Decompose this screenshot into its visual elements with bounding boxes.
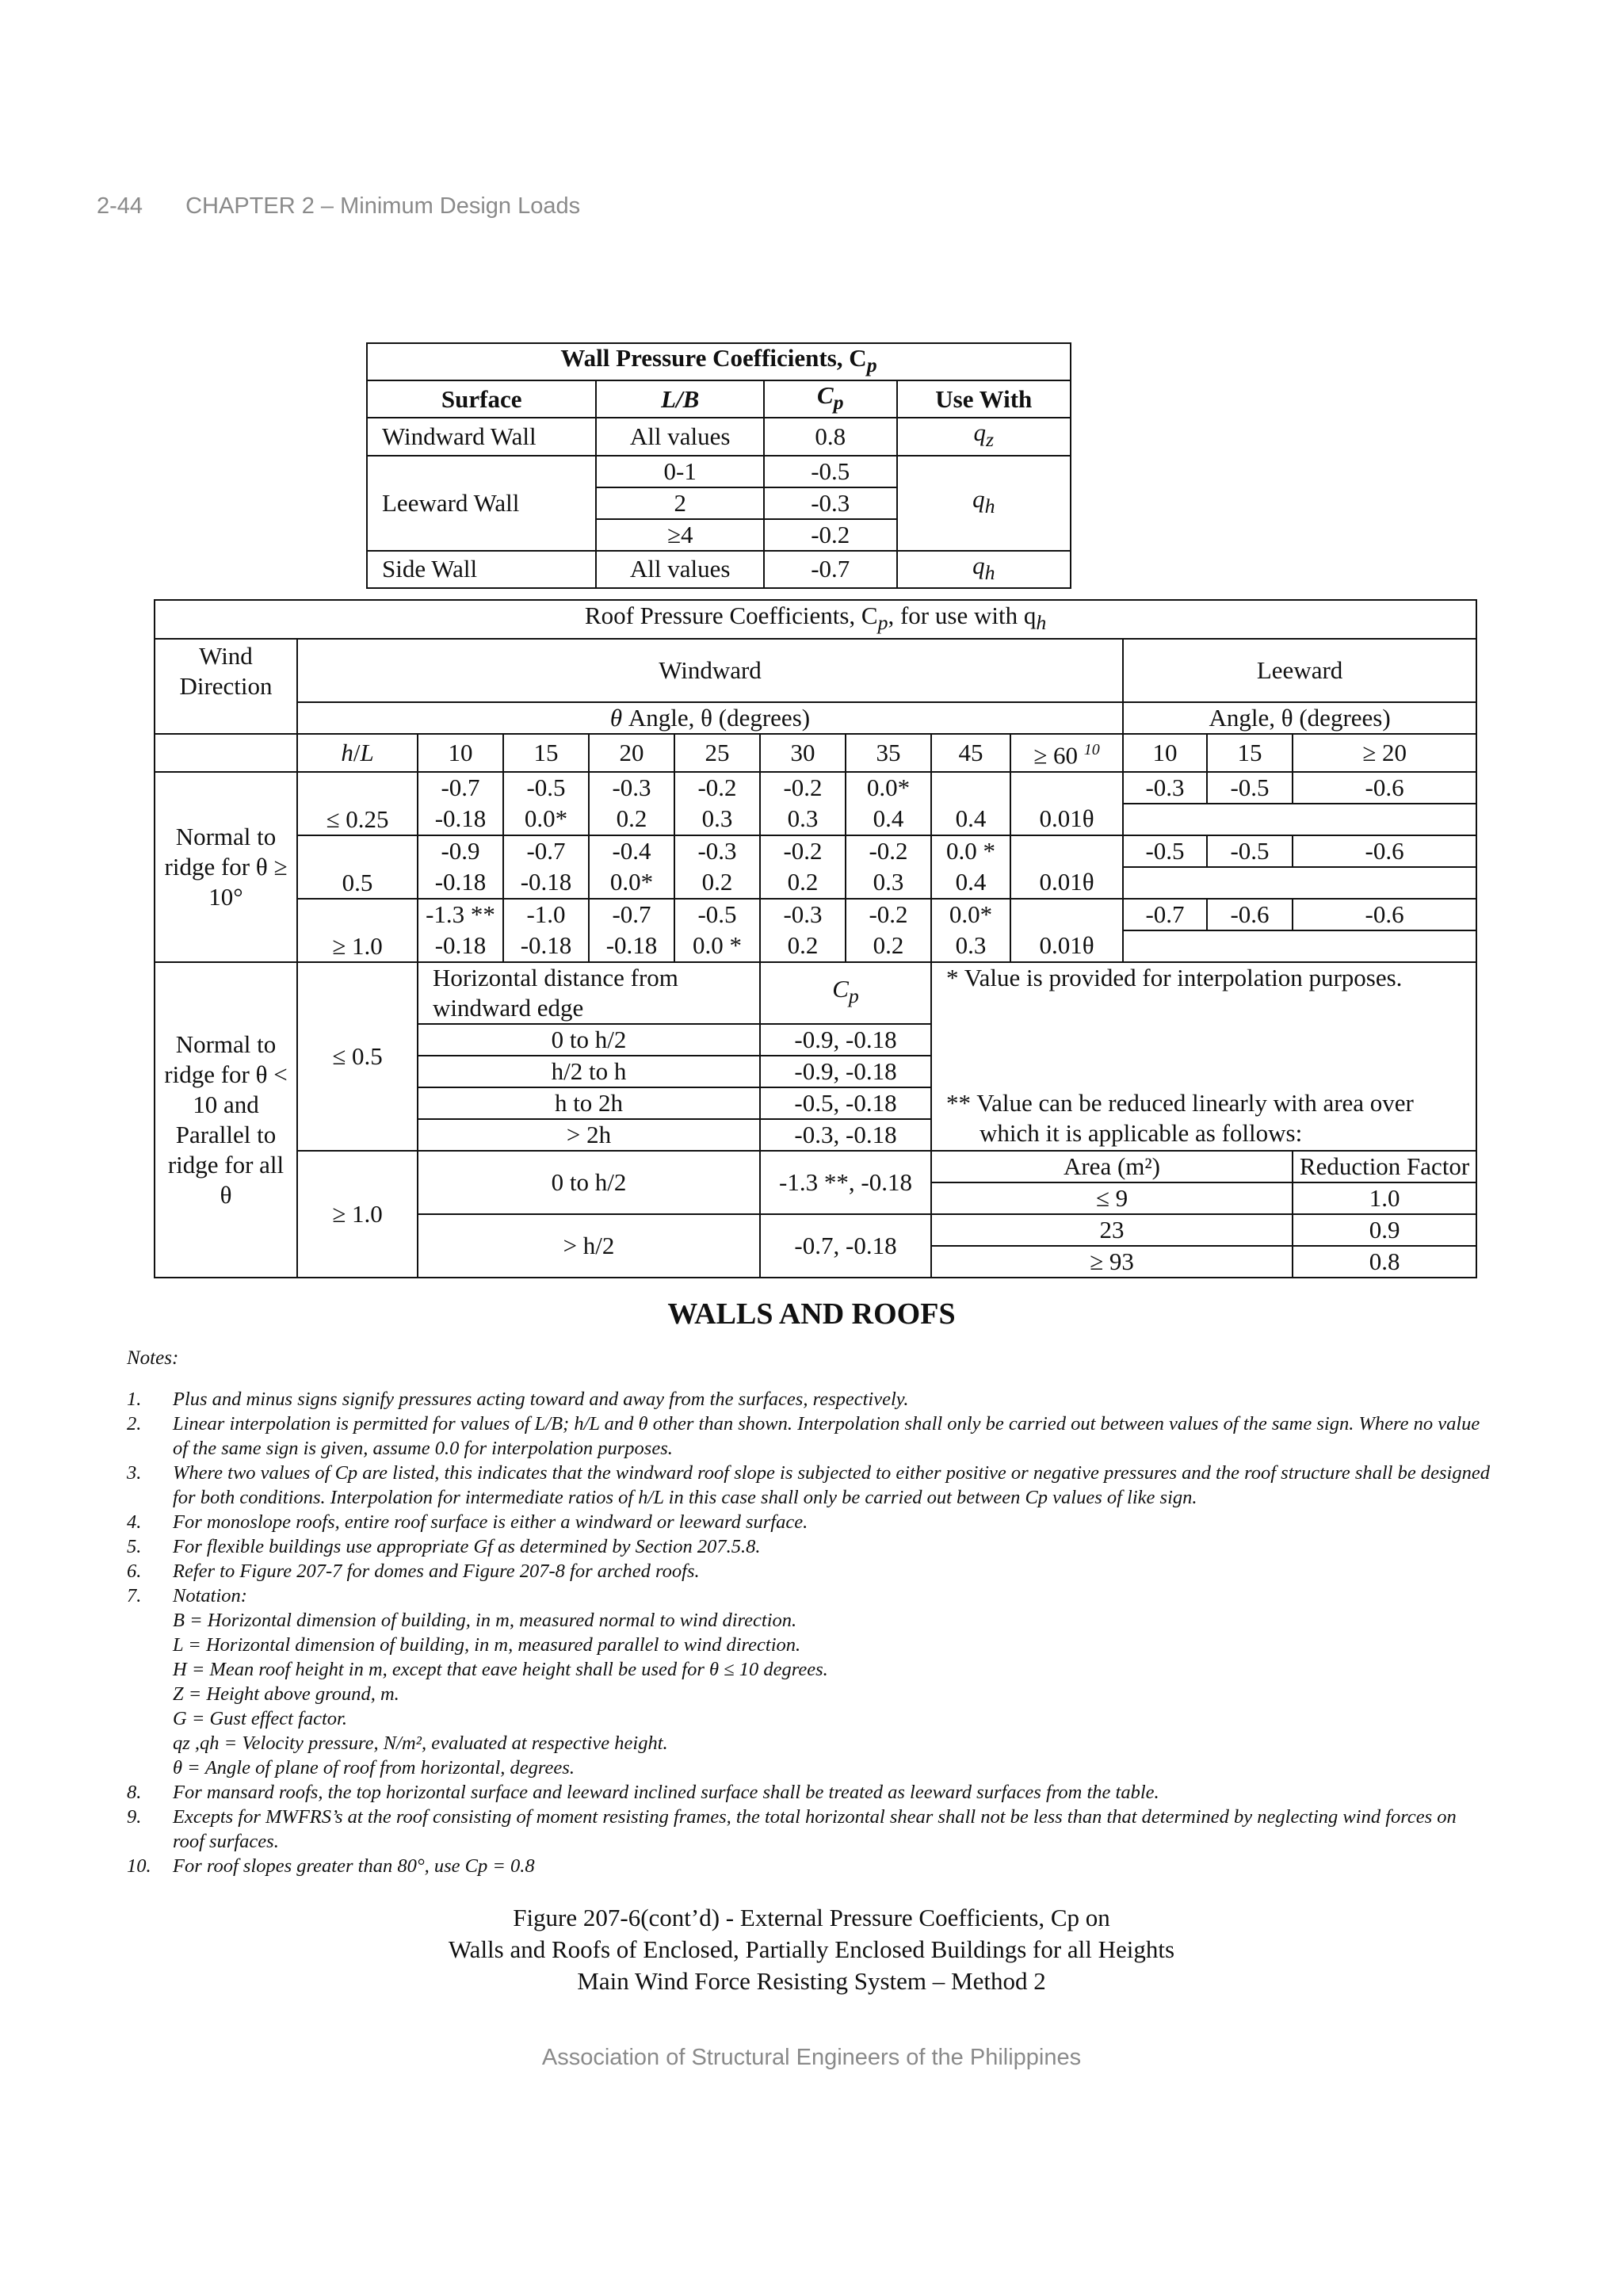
roof-table-title: Roof Pressure Coefficients, $C_p$, for use with $q_h$ bbox=[155, 600, 1476, 639]
table-row: Normal to ridge for θ < 10 and Parallel to ridge for all θ ≤ 0.5 Horizontal distance from windward edge $C_p$ * Value is provided for interpolation purposes. ** Value can be reduced linearly with area over which it is applicable as follows: bbox=[155, 962, 1476, 1024]
notation-item: G = Gust effect factor. bbox=[173, 1708, 347, 1729]
figure-caption: Figure 207-6(cont’d) - External Pressure Coefficients, Cp on Walls and Roofs of Enclosed, Partially Enclosed Buildings for all Heights Main Wind Force Resisting System – Method 2 bbox=[448, 1904, 1175, 1995]
table-row: -0.18 0.0* 0.2 0.3 0.3 0.4 0.4 0.01θ bbox=[155, 804, 1476, 835]
leeward-label: Leeward bbox=[1123, 639, 1476, 702]
notes-label: Notes: bbox=[127, 1347, 179, 1369]
notation-item: L = Horizontal dimension of building, in m, measured parallel to wind direction. bbox=[173, 1634, 801, 1656]
table-row: h/2 to h -0.9, -0.18 bbox=[155, 1056, 1476, 1087]
list-item: 9. Excepts for MWFRS’s at the roof consisting of moment resisting frames, the total horizontal shear shall not be less than that determined by neglecting wind forces on roof surfaces. bbox=[127, 1806, 1457, 1852]
normal-to-ridge-label: Normal to ridge for θ ≥ 10° bbox=[155, 772, 297, 962]
table-row: > h/2 -0.7, -0.18 23 0.9 bbox=[155, 1214, 1476, 1246]
list-item: 10. For roof slopes greater than 80°, use Cp = 0.8 bbox=[127, 1855, 535, 1877]
header-surface: Surface bbox=[367, 380, 596, 418]
table-row: ≥ 1.0 -1.3 ** -1.0 -0.7 -0.5 -0.3 -0.2 0.0* -0.7 -0.6 -0.6 bbox=[155, 899, 1476, 930]
angles-header-row: h/L 10 15 20 25 30 35 45 ≥ 60 $^{10}$ 10 15 ≥ 20 bbox=[155, 734, 1476, 771]
roof-pressure-table: Roof Pressure Coefficients, $C_p$, for use with $q_h$ Wind Direction Windward Leeward θ Angle, θ (degrees) Angle, θ (degrees) h/L 10 15 20 25 30 35 45 ≥ 60 $^{10}$ 10 15 ≥ 20 Normal to ridge for θ ≥ 10° ≤ 0.25 -0.7 -0.5 -0.3 -0.2 -0.2 0.0* -0.3 -0.5 -0.6 -0.18 0.0* 0.2 0.3 0.3 0.4 0.4 0.01θ 0.5 -0.9 -0.7 -0.4 -0.3 -0.2 -0.2 0.0 * -0.5 -0.5 -0.6 -0.18 -0.18 0.0* 0.2 0.2 0.3 0.4 0.01θ ≥ 1.0 -1.3 ** -1.0 -0.7 -0.5 -0.3 -0.2 0.0* -0.7 -0.6 -0.6 -0.18 -0.18 -0.18 0.0 * 0.2 0.2 0.3 0.01θ Normal to ridge for θ < 10 and Parallel to ridge for all θ ≤ 0.5 Horizontal distance from windward edge $C_p$ * Value is provided for interpolation purposes. ** Value can be reduced linearly with area over which it is applicable as follows: 0 to h/2 -0.9, -0.18 h/2 to h -0.9, -0.18 h to 2h -0.5, -0.18 > 2h -0.3, -0.18 ≥ 1.0 0 to h/2 -1.3 **, -0.18 Area (m²) Reduction Factor ≤ 9 1.0 > h/2 -0.7, -0.18 23 0.9 ≥ 93 0.8 bbox=[154, 599, 1477, 1278]
header-use-with: Use With bbox=[897, 380, 1071, 418]
horizontal-distance-label: Horizontal distance from windward edge bbox=[418, 962, 760, 1024]
section-title: WALLS AND ROOFS bbox=[667, 1297, 956, 1331]
list-item: 5. For flexible buildings use appropriate Gf as determined by Section 207.5.8. bbox=[127, 1536, 761, 1557]
table-row: ≥4 -0.2 bbox=[367, 519, 1071, 551]
list-item: 7. Notation: bbox=[127, 1585, 247, 1606]
list-item: 1. Plus and minus signs signify pressures acting toward and away from the surfaces, respectively. bbox=[127, 1389, 909, 1410]
parallel-to-ridge-label: Normal to ridge for θ < 10 and Parallel to ridge for all θ bbox=[155, 962, 297, 1278]
header-lb: L/B bbox=[596, 380, 764, 418]
table-row: Leeward Wall 0-1 -0.5 $q_h$ bbox=[367, 456, 1071, 487]
wind-direction-label: Wind Direction bbox=[155, 639, 297, 702]
wall-pressure-table bbox=[366, 342, 1071, 589]
notation-item: θ = Angle of plane of roof from horizontal, degrees. bbox=[173, 1757, 575, 1778]
table-row: 0 to h/2 -0.9, -0.18 bbox=[155, 1024, 1476, 1056]
notation-item: qz ,qh = Velocity pressure, N/m², evaluated at respective height. bbox=[173, 1733, 668, 1754]
table-row: Windward Wall All values 0.8 $q_z$ bbox=[367, 418, 1071, 455]
list-item: 2. Linear interpolation is permitted for values of L/B; h/L and θ other than shown. Interpolation shall only be carried out between values of the same sign. Where no value of the same sign is given, assume 0.0 for interpolation purposes. bbox=[127, 1413, 1480, 1459]
table-row: h to 2h -0.5, -0.18 bbox=[155, 1087, 1476, 1119]
list-item: 8. For mansard roofs, the top horizontal surface and leeward inclined surface shall be treated as leeward surfaces from the table. bbox=[127, 1782, 1159, 1803]
notation-item: Z = Height above ground, m. bbox=[173, 1683, 399, 1705]
reduction-header: Reduction Factor bbox=[1293, 1151, 1476, 1182]
windward-angle-label: θ Angle, θ (degrees) bbox=[297, 702, 1123, 734]
chapter-title: CHAPTER 2 – Minimum Design Loads bbox=[185, 193, 581, 219]
header-cp: $C_p$ bbox=[764, 380, 897, 418]
table-row: Normal to ridge for θ ≥ 10° ≤ 0.25 -0.7 -0.5 -0.3 -0.2 -0.2 0.0* -0.3 -0.5 -0.6 bbox=[155, 772, 1476, 804]
cp-label: $C_p$ bbox=[760, 962, 931, 1024]
table-row: ≤ 9 1.0 bbox=[155, 1182, 1476, 1214]
area-header: Area (m²) bbox=[931, 1151, 1293, 1182]
table-row: > 2h -0.3, -0.18 bbox=[155, 1119, 1476, 1151]
page-number: 2-44 bbox=[97, 193, 143, 219]
wall-table-header-row bbox=[367, 380, 1071, 418]
page-footer: Association of Structural Engineers of the Philippines bbox=[541, 2045, 1082, 2070]
table-row: 2 -0.3 bbox=[367, 487, 1071, 519]
list-item: 3. Where two values of Cp are listed, this indicates that the windward roof slope is subjected to either positive or negative pressures and the roof structure shall be designed for both conditions. Interpolation for intermediate ratios of h/L in this case shall only be carried out between Cp values of like sign. bbox=[127, 1462, 1490, 1508]
interpolation-note: * Value is provided for interpolation purposes. ** Value can be reduced linearly with area over which it is applicable as follows: bbox=[931, 962, 1476, 1151]
list-item: 4. For monoslope roofs, entire roof surface is either a windward or leeward surface. bbox=[127, 1511, 808, 1533]
table-row: 0.5 -0.9 -0.7 -0.4 -0.3 -0.2 -0.2 0.0 * -0.5 -0.5 -0.6 bbox=[155, 835, 1476, 867]
table-row: -0.18 -0.18 0.0* 0.2 0.2 0.3 0.4 0.01θ bbox=[155, 867, 1476, 899]
list-item: 6. Refer to Figure 207-7 for domes and Figure 207-8 for arched roofs. bbox=[127, 1561, 700, 1582]
page-header bbox=[97, 193, 580, 220]
notation-item: B = Horizontal dimension of building, in m, measured normal to wind direction. bbox=[173, 1610, 797, 1631]
windward-label: Windward bbox=[297, 639, 1123, 702]
notation-item: H = Mean roof height in m, except that eave height shall be used for θ ≤ 10 degrees. bbox=[173, 1659, 828, 1680]
table-row: -0.18 -0.18 -0.18 0.0 * 0.2 0.2 0.3 0.01θ bbox=[155, 930, 1476, 962]
table-row: Side Wall All values -0.7 $q_h$ bbox=[367, 551, 1071, 588]
leeward-angle-label: Angle, θ (degrees) bbox=[1123, 702, 1476, 734]
wall-table-title: Wall Pressure Coefficients, $C_p$ bbox=[367, 343, 1071, 380]
table-row: ≥ 1.0 0 to h/2 -1.3 **, -0.18 Area (m²) Reduction Factor bbox=[155, 1151, 1476, 1182]
notes-list bbox=[127, 1387, 1490, 1878]
